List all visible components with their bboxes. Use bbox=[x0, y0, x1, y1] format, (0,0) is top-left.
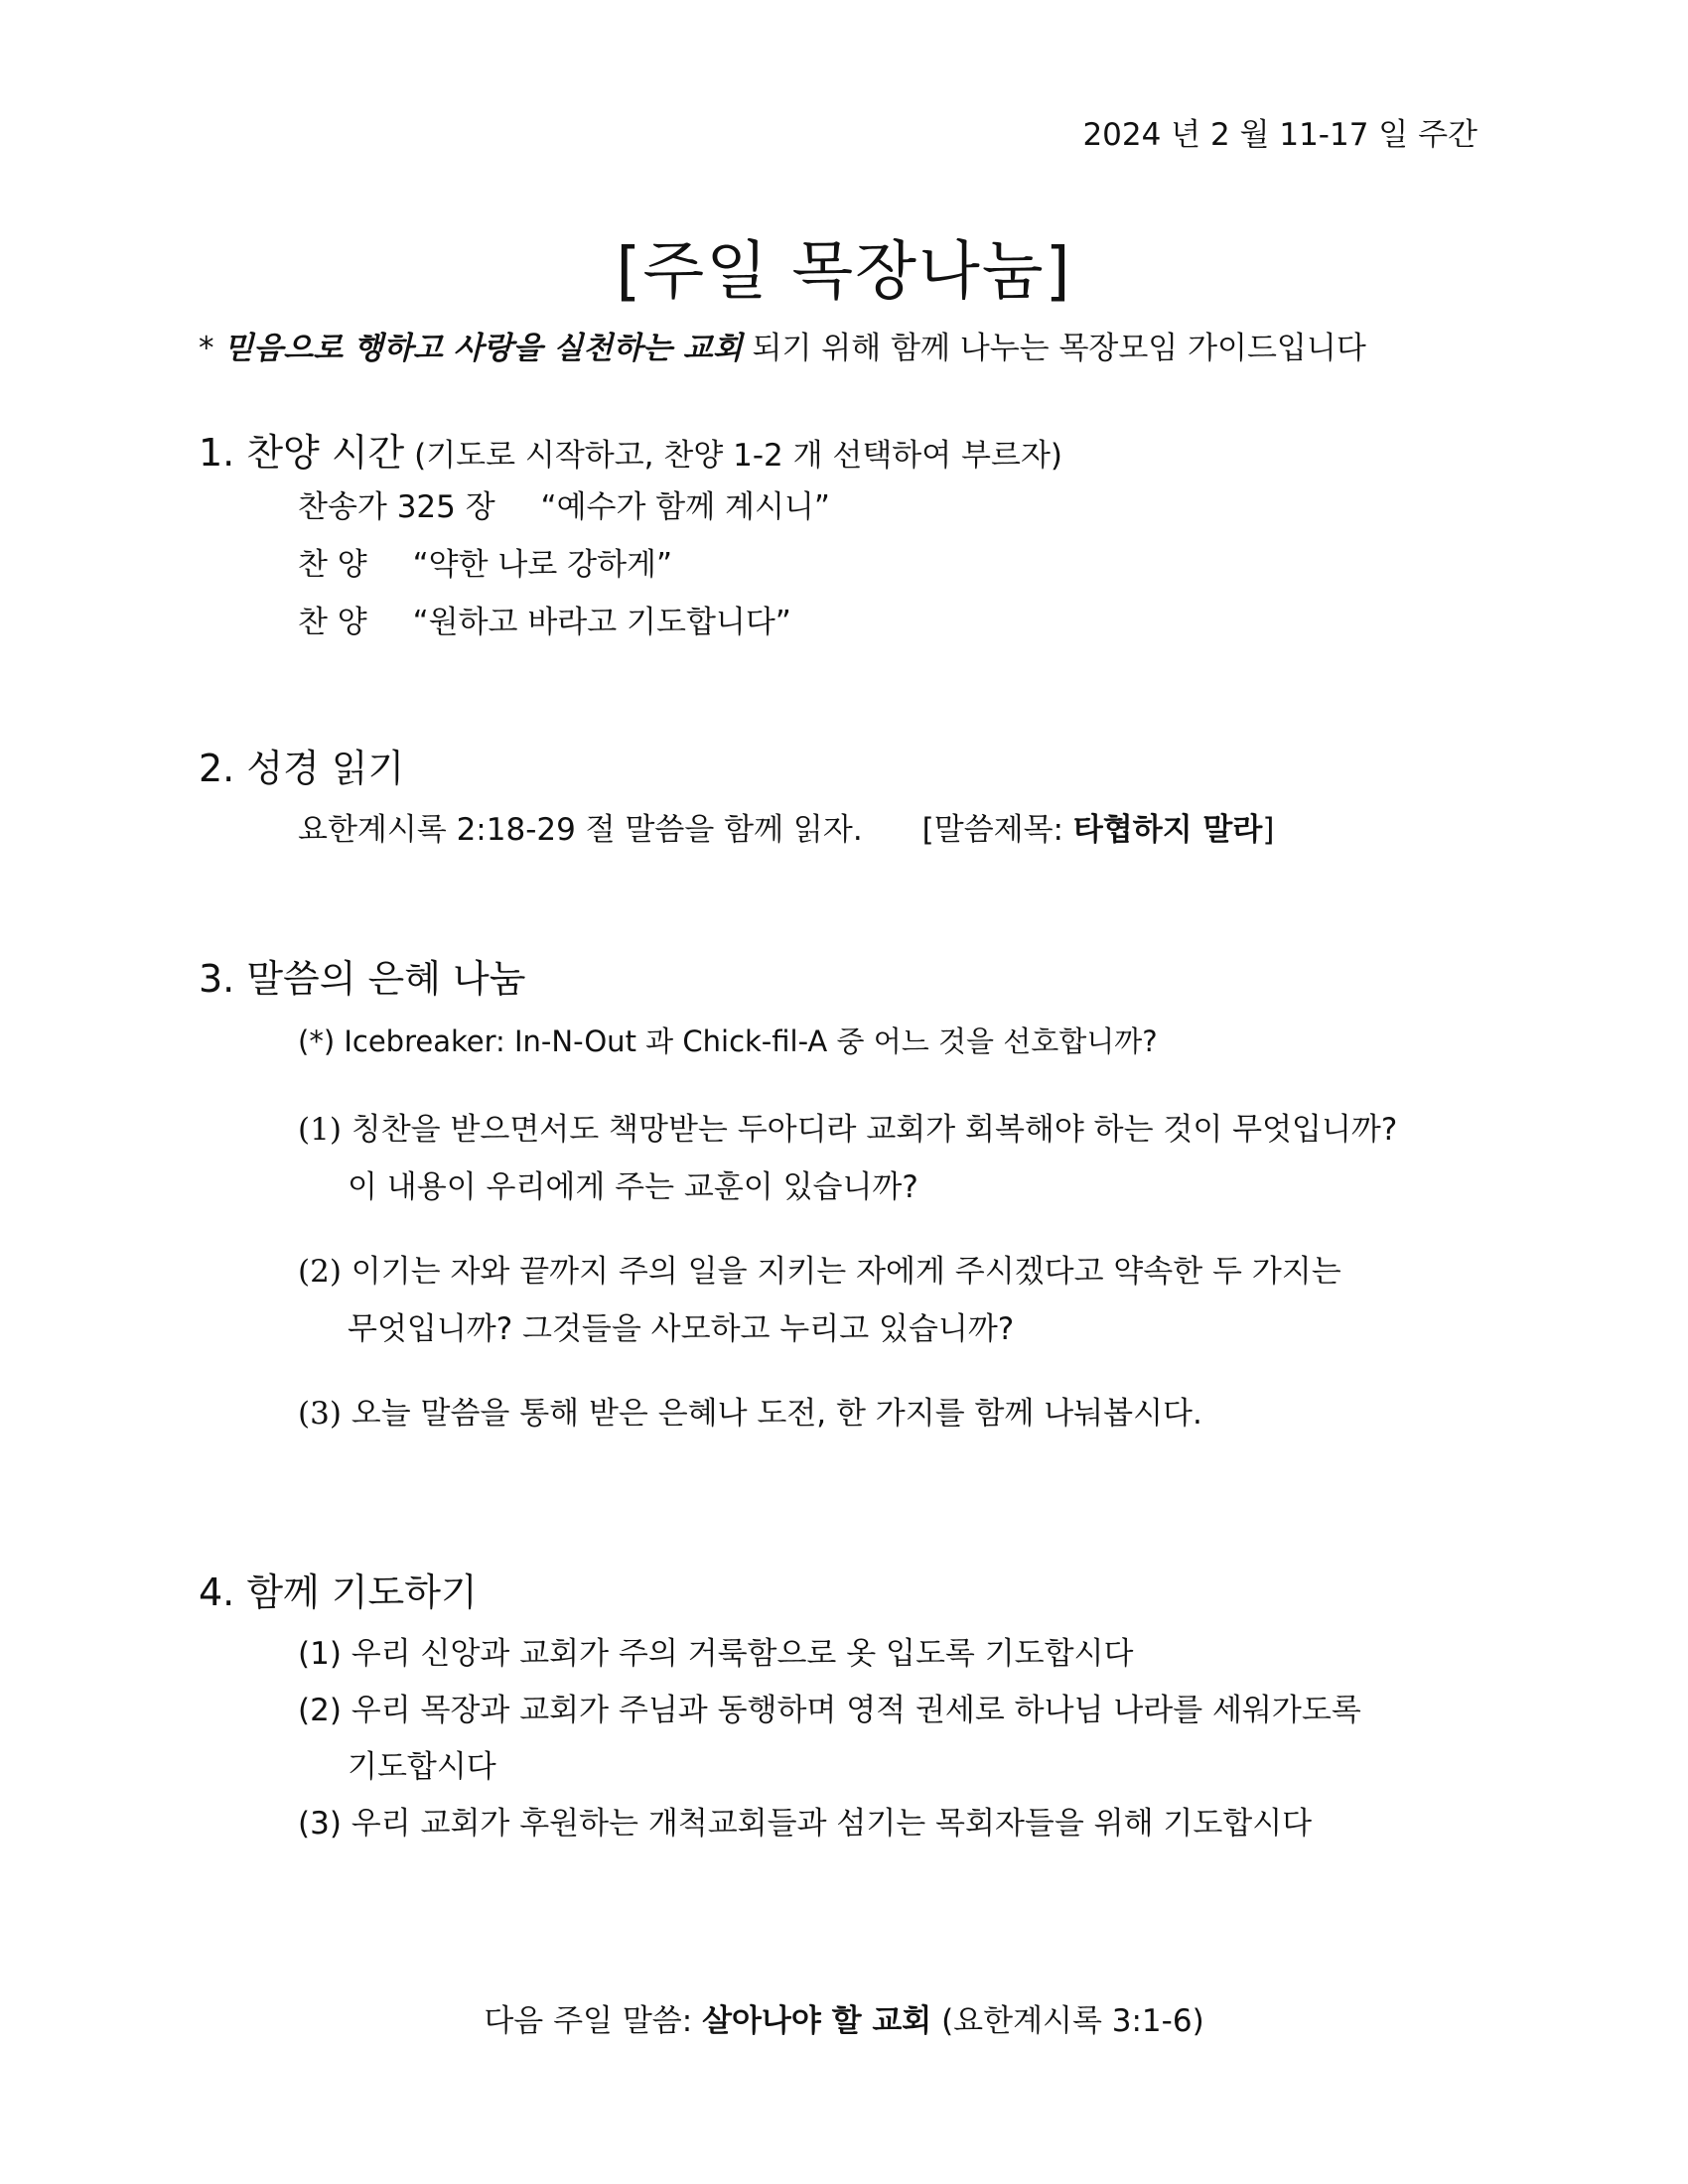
prayer-item: (1) 우리 신앙과 교회가 주의 거룩함으로 옷 입도록 기도합시다 bbox=[298, 1636, 1134, 1672]
intro-line bbox=[199, 323, 1366, 367]
intro-star: * bbox=[199, 331, 214, 366]
song-label: 찬 양 bbox=[298, 605, 367, 640]
next-sermon-title: 살아나야 할 교회 bbox=[702, 2003, 932, 2039]
section1-title: 1. 찬양 시간 bbox=[199, 431, 405, 475]
song-title: “약한 나로 강하게” bbox=[412, 547, 673, 583]
section-heading-bible: 2. 성경 읽기 bbox=[199, 747, 405, 790]
next-sermon-reference: (요한계시록 3:1-6) bbox=[931, 2003, 1204, 2039]
reading-text: 요한계시록 2:18-29 절 말씀을 함께 읽자. bbox=[298, 812, 863, 848]
page-title: [주일 목장나눔] bbox=[616, 235, 1072, 309]
icebreaker-question: (*) Icebreaker: In-N-Out 과 Chick-fil-A 중 어느 것을 선호합니까? bbox=[298, 1024, 1158, 1058]
section1-note: (기도로 시작하고, 찬양 1-2 개 선택하여 부르자) bbox=[404, 438, 1062, 474]
question-text: 이기는 자와 끝까지 주의 일을 지키는 자에게 주시겠다고 약속한 두 가지는 bbox=[341, 1254, 1341, 1290]
question-number: (3) bbox=[298, 1396, 342, 1432]
next-sermon bbox=[0, 1995, 1688, 2040]
question-text: 오늘 말씀을 통해 받은 은혜나 도전, 한 가지를 함께 나눠봅시다. bbox=[341, 1396, 1202, 1432]
song-title: “원하고 바라고 기도합니다” bbox=[412, 605, 791, 640]
bible-reading bbox=[298, 804, 1274, 849]
song-item bbox=[298, 481, 830, 526]
section-heading-prayer: 4. 함께 기도하기 bbox=[199, 1570, 478, 1614]
section-heading-sharing: 3. 말씀의 은혜 나눔 bbox=[199, 957, 526, 1001]
question-continuation: 이 내용이 우리에게 주는 교훈이 있습니까? bbox=[348, 1169, 918, 1205]
sermon-prefix: [말씀제목: bbox=[921, 812, 1073, 848]
sermon-suffix: ] bbox=[1262, 812, 1275, 848]
prayer-continuation: 기도합시다 bbox=[348, 1749, 496, 1785]
song-label: 찬송가 325 장 bbox=[298, 489, 495, 525]
prayer-item: (2) 우리 목장과 교회가 주님과 동행하며 영적 권세로 하나님 나라를 세워가도록 bbox=[298, 1693, 1361, 1728]
sermon-title: 타협하지 말라 bbox=[1072, 812, 1263, 848]
prayer-item: (3) 우리 교회가 후원하는 개척교회들과 섬기는 목회자들을 위해 기도합시다 bbox=[298, 1806, 1313, 1842]
section-heading-praise bbox=[199, 422, 1062, 477]
song-title: “예수가 함께 계시니” bbox=[540, 489, 830, 525]
next-sermon-prefix: 다음 주일 말씀: bbox=[484, 2003, 703, 2039]
question-continuation: 무엇입니까? 그것들을 사모하고 누리고 있습니까? bbox=[348, 1311, 1015, 1347]
song-item bbox=[298, 539, 672, 584]
week-date: 2024 년 2 월 11-17 일 주간 bbox=[1082, 117, 1477, 153]
question-item bbox=[298, 1388, 1202, 1433]
intro-emphasis: 믿음으로 행하고 사랑을 실천하는 교회 bbox=[223, 331, 743, 366]
song-item bbox=[298, 597, 791, 641]
question-number: (1) bbox=[298, 1112, 342, 1148]
question-item bbox=[298, 1246, 1341, 1291]
question-number: (2) bbox=[298, 1254, 342, 1290]
question-text: 칭찬을 받으면서도 책망받는 두아디라 교회가 회복해야 하는 것이 무엇입니까? bbox=[341, 1112, 1398, 1148]
intro-rest: 되기 위해 함께 나누는 목장모임 가이드입니다 bbox=[742, 331, 1366, 366]
question-item bbox=[298, 1104, 1397, 1149]
song-label: 찬 양 bbox=[298, 547, 367, 583]
